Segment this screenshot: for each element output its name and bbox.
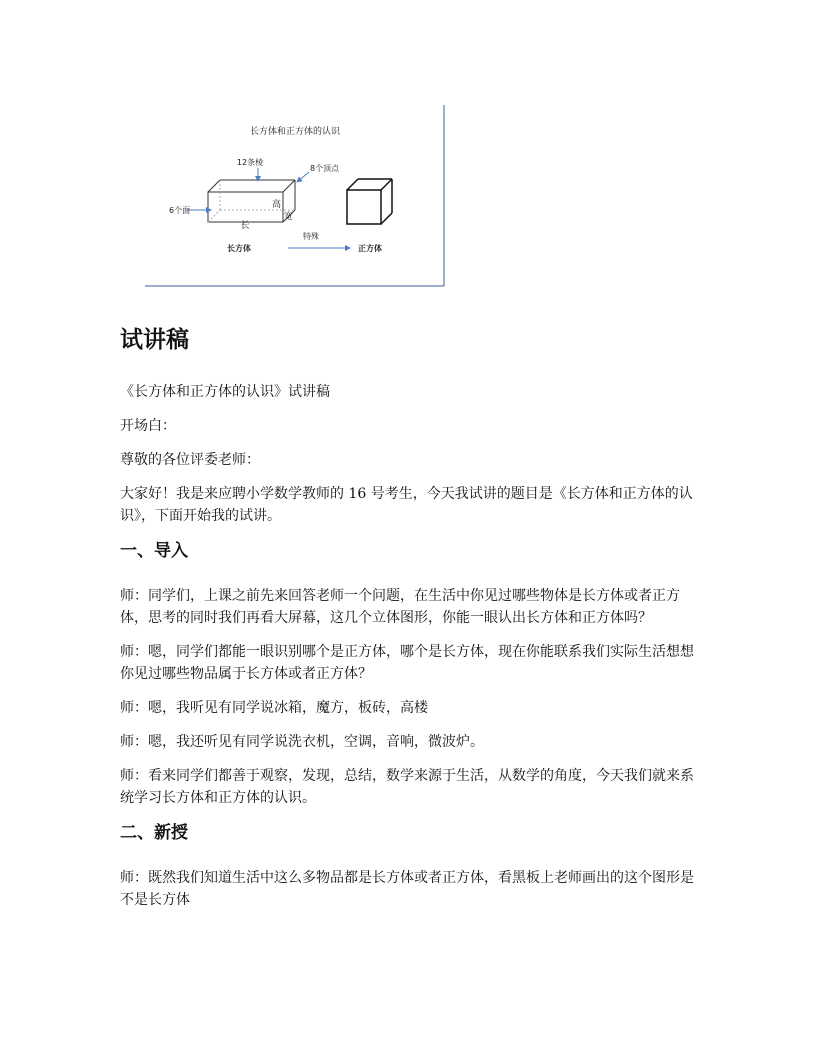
- cube-shape: [347, 179, 392, 224]
- paragraph: 师：既然我们知道生活中这么多物品都是长方体或者正方体，看黑板上老师画出的这个图形是不是长方体: [120, 870, 694, 908]
- paragraph: 大家好！我是来应聘小学数学教师的 16 号考生，今天我试讲的题目是《长方体和正方体的认识》，下面开始我的试讲。: [120, 486, 693, 524]
- document-title: 试讲稿: [120, 327, 189, 353]
- paragraph: 开场白：: [120, 418, 176, 434]
- width-label: 宽: [284, 212, 294, 222]
- edges-label: 12条棱: [236, 158, 264, 167]
- document-body: [120, 323, 700, 923]
- faces-label: 6个面: [169, 206, 191, 215]
- paragraph: 师：同学们，上课之前先来回答老师一个问题，在生活中你见过哪些物体是长方体或者正方体，思考的同时我们再看大屏幕，这几个立体图形，你能一眼认出长方体和正方体吗？: [120, 588, 680, 626]
- paragraph: 师：嗯，我听见有同学说冰箱，魔方，板砖，高楼: [120, 700, 428, 716]
- cuboid-cube-diagram: [145, 105, 445, 287]
- section-heading-intro: 一、导入: [120, 541, 188, 561]
- figure-title: 长方体和正方体的认识: [249, 127, 341, 137]
- height-label: 高: [272, 200, 282, 210]
- paragraph: 师：看来同学们都善于观察，发现，总结，数学来源于生活，从数学的角度，今天我们就来系统学习长方体和正方体的认识。: [120, 768, 694, 806]
- cuboid-shape: [208, 180, 295, 222]
- paragraph: 师：嗯，我还听见有同学说洗衣机，空调，音响，微波炉。: [120, 734, 484, 750]
- diagram-figure: [145, 105, 445, 287]
- paragraph: 《长方体和正方体的认识》试讲稿: [120, 384, 330, 400]
- vertices-arrow: [297, 172, 309, 182]
- length-label: 长: [240, 221, 250, 231]
- cuboid-label: 长方体: [227, 244, 251, 253]
- special-label: 特殊: [303, 232, 319, 241]
- paragraph: 尊敬的各位评委老师：: [120, 452, 260, 468]
- cube-label: 正方体: [358, 244, 382, 253]
- section-heading-new: 二、新授: [120, 823, 188, 843]
- paragraph: 师：嗯，同学们都能一眼识别哪个是正方体，哪个是长方体，现在你能联系我们实际生活想想你见过哪些物品属于长方体或者正方体？: [120, 644, 694, 682]
- vertices-label: 8个顶点: [310, 164, 340, 173]
